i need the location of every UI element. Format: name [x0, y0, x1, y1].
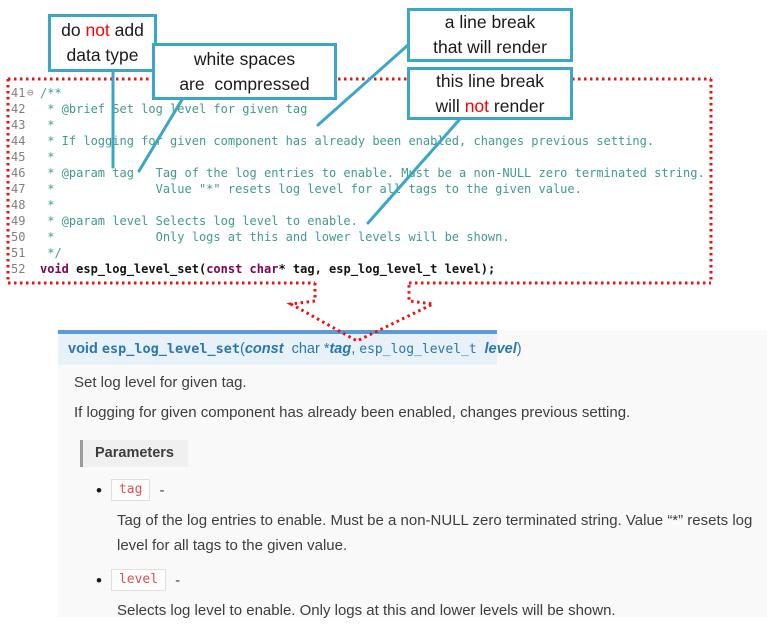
callout-text: that will render	[433, 37, 547, 57]
code-text	[40, 245, 62, 261]
callout-text: add	[109, 20, 144, 40]
callout-text: not	[464, 95, 490, 116]
line-number: 46	[11, 166, 26, 180]
callout-text: are compressed	[179, 73, 310, 94]
code-token: * @param tag Tag of the log entries to enable. Must be a non-NULL zero terminated string.	[40, 166, 705, 180]
line-number: 51	[11, 246, 26, 260]
fold-gutter	[27, 245, 40, 261]
bullet-icon: •	[96, 570, 102, 590]
code-line	[8, 117, 711, 133]
callout-text: data type	[66, 45, 139, 65]
code-line	[8, 197, 711, 213]
line-number: 48	[11, 198, 26, 212]
code-text	[40, 181, 582, 197]
signature-token: ,	[351, 341, 360, 357]
callout-line	[433, 35, 547, 60]
code-text	[40, 117, 54, 133]
fold-gutter	[27, 197, 40, 213]
code-token: *	[40, 150, 55, 164]
code-token: */	[40, 246, 62, 260]
doc-brief-paragraph: Set log level for given tag.	[74, 374, 247, 391]
line-number: 41	[11, 86, 26, 100]
callout-line	[445, 10, 535, 35]
code-token: const	[206, 262, 243, 276]
callout-line-break-not-render	[407, 67, 573, 120]
code-token: char	[249, 262, 279, 276]
callout-line-break-renders	[407, 8, 573, 62]
code-token: /**	[40, 86, 62, 100]
code-line	[8, 229, 711, 245]
callout-line	[194, 47, 295, 72]
fold-gutter	[27, 117, 40, 133]
code-token: * Only logs at this and lower levels will be shown.	[40, 230, 510, 244]
callout-text: do	[61, 20, 86, 40]
code-token: * @brief Set log level for given tag	[40, 102, 308, 116]
callout-text: will	[435, 95, 465, 116]
callout-text: render	[489, 95, 545, 116]
doc-detail-paragraph: If logging for given component has already been enabled, changes previous setting.	[74, 404, 631, 421]
code-line	[8, 213, 711, 229]
code-line	[8, 133, 711, 149]
code-token: *	[40, 198, 55, 212]
callout-line	[179, 72, 309, 97]
code-token: * tag, esp_log_level_t level);	[278, 262, 496, 276]
callout-white-spaces-compressed	[152, 43, 337, 100]
code-text	[40, 197, 54, 213]
fold-gutter	[27, 181, 40, 197]
parameter-description: Tag of the log entries to enable. Must be a non-NULL zero terminated string. Value “*” resets log level for all tags to the given value.	[117, 512, 753, 554]
callout-text: a line break	[444, 12, 536, 32]
code-token: * @param level Selects log level to enable.	[40, 214, 358, 228]
code-text	[40, 213, 358, 229]
callout-text: this line break	[436, 70, 544, 91]
code-token	[242, 262, 249, 276]
line-number: 47	[11, 182, 26, 196]
line-number: 42	[11, 102, 26, 116]
line-number: 44	[11, 134, 26, 148]
parameter-dash: -	[159, 481, 165, 499]
line-number: 50	[11, 230, 26, 244]
code-line	[8, 85, 711, 101]
parameter-item	[96, 479, 767, 558]
parameters-heading: Parameters	[80, 440, 188, 467]
code-line	[8, 149, 711, 165]
code-line	[8, 245, 711, 261]
signature-token: )	[516, 341, 522, 357]
parameter-name: tag	[111, 479, 150, 501]
fold-gutter	[27, 213, 40, 229]
code-token: void	[40, 262, 69, 276]
code-line	[8, 101, 711, 117]
fold-gutter	[27, 165, 40, 181]
parameter-dash: -	[175, 571, 181, 589]
signature-token: esp_log_level_set	[101, 341, 241, 357]
callout-line	[436, 94, 545, 119]
code-token: * If logging for given component has already been enabled, changes previous setting.	[40, 134, 655, 148]
signature-token: level	[484, 341, 517, 357]
code-text	[40, 149, 54, 165]
rendered-doc-panel	[58, 330, 767, 617]
signature-token: tag	[329, 341, 352, 357]
fold-gutter	[27, 229, 40, 245]
fold-marker-icon: ⊖	[27, 86, 34, 99]
parameter-name: level	[111, 569, 166, 591]
code-editor	[8, 79, 711, 289]
signature-token: esp_log_level_t	[359, 342, 485, 357]
signature-token: const	[244, 341, 284, 357]
signature-token: void	[68, 341, 102, 357]
code-text	[40, 261, 495, 277]
callout-text: white spaces	[193, 48, 296, 69]
line-number: 49	[11, 214, 26, 228]
code-token: * Value "*" resets log level for all tags to the given value.	[40, 182, 582, 196]
code-text	[40, 133, 654, 149]
parameter-description: Selects log level to enable. Only logs at this and lower levels will be shown.	[117, 602, 616, 619]
code-text	[40, 85, 62, 101]
parameter-head	[96, 479, 767, 501]
code-line	[8, 261, 711, 277]
line-number: 52	[11, 262, 26, 276]
code-token: esp_log_level_set(	[68, 262, 207, 276]
code-line	[8, 165, 711, 181]
code-line	[8, 181, 711, 197]
bullet-icon: •	[96, 480, 102, 500]
callout-line	[67, 43, 139, 68]
line-number: 43	[11, 118, 26, 132]
parameter-item	[96, 569, 767, 623]
code-text	[40, 101, 307, 117]
parameter-head	[96, 569, 767, 591]
callout-line	[61, 18, 144, 43]
code-text	[40, 165, 705, 181]
callout-text: not	[85, 20, 110, 40]
fold-gutter	[27, 101, 40, 117]
fold-gutter	[27, 261, 40, 277]
function-signature	[58, 330, 522, 365]
callout-do-not-add-data-type	[48, 14, 157, 72]
line-number: 45	[11, 150, 26, 164]
code-token: *	[40, 118, 55, 132]
fold-gutter	[27, 149, 40, 165]
fold-gutter	[27, 133, 40, 149]
code-text	[40, 229, 510, 245]
callout-line	[436, 69, 544, 94]
signature-token: (	[240, 341, 245, 357]
signature-token: char *	[283, 341, 330, 357]
